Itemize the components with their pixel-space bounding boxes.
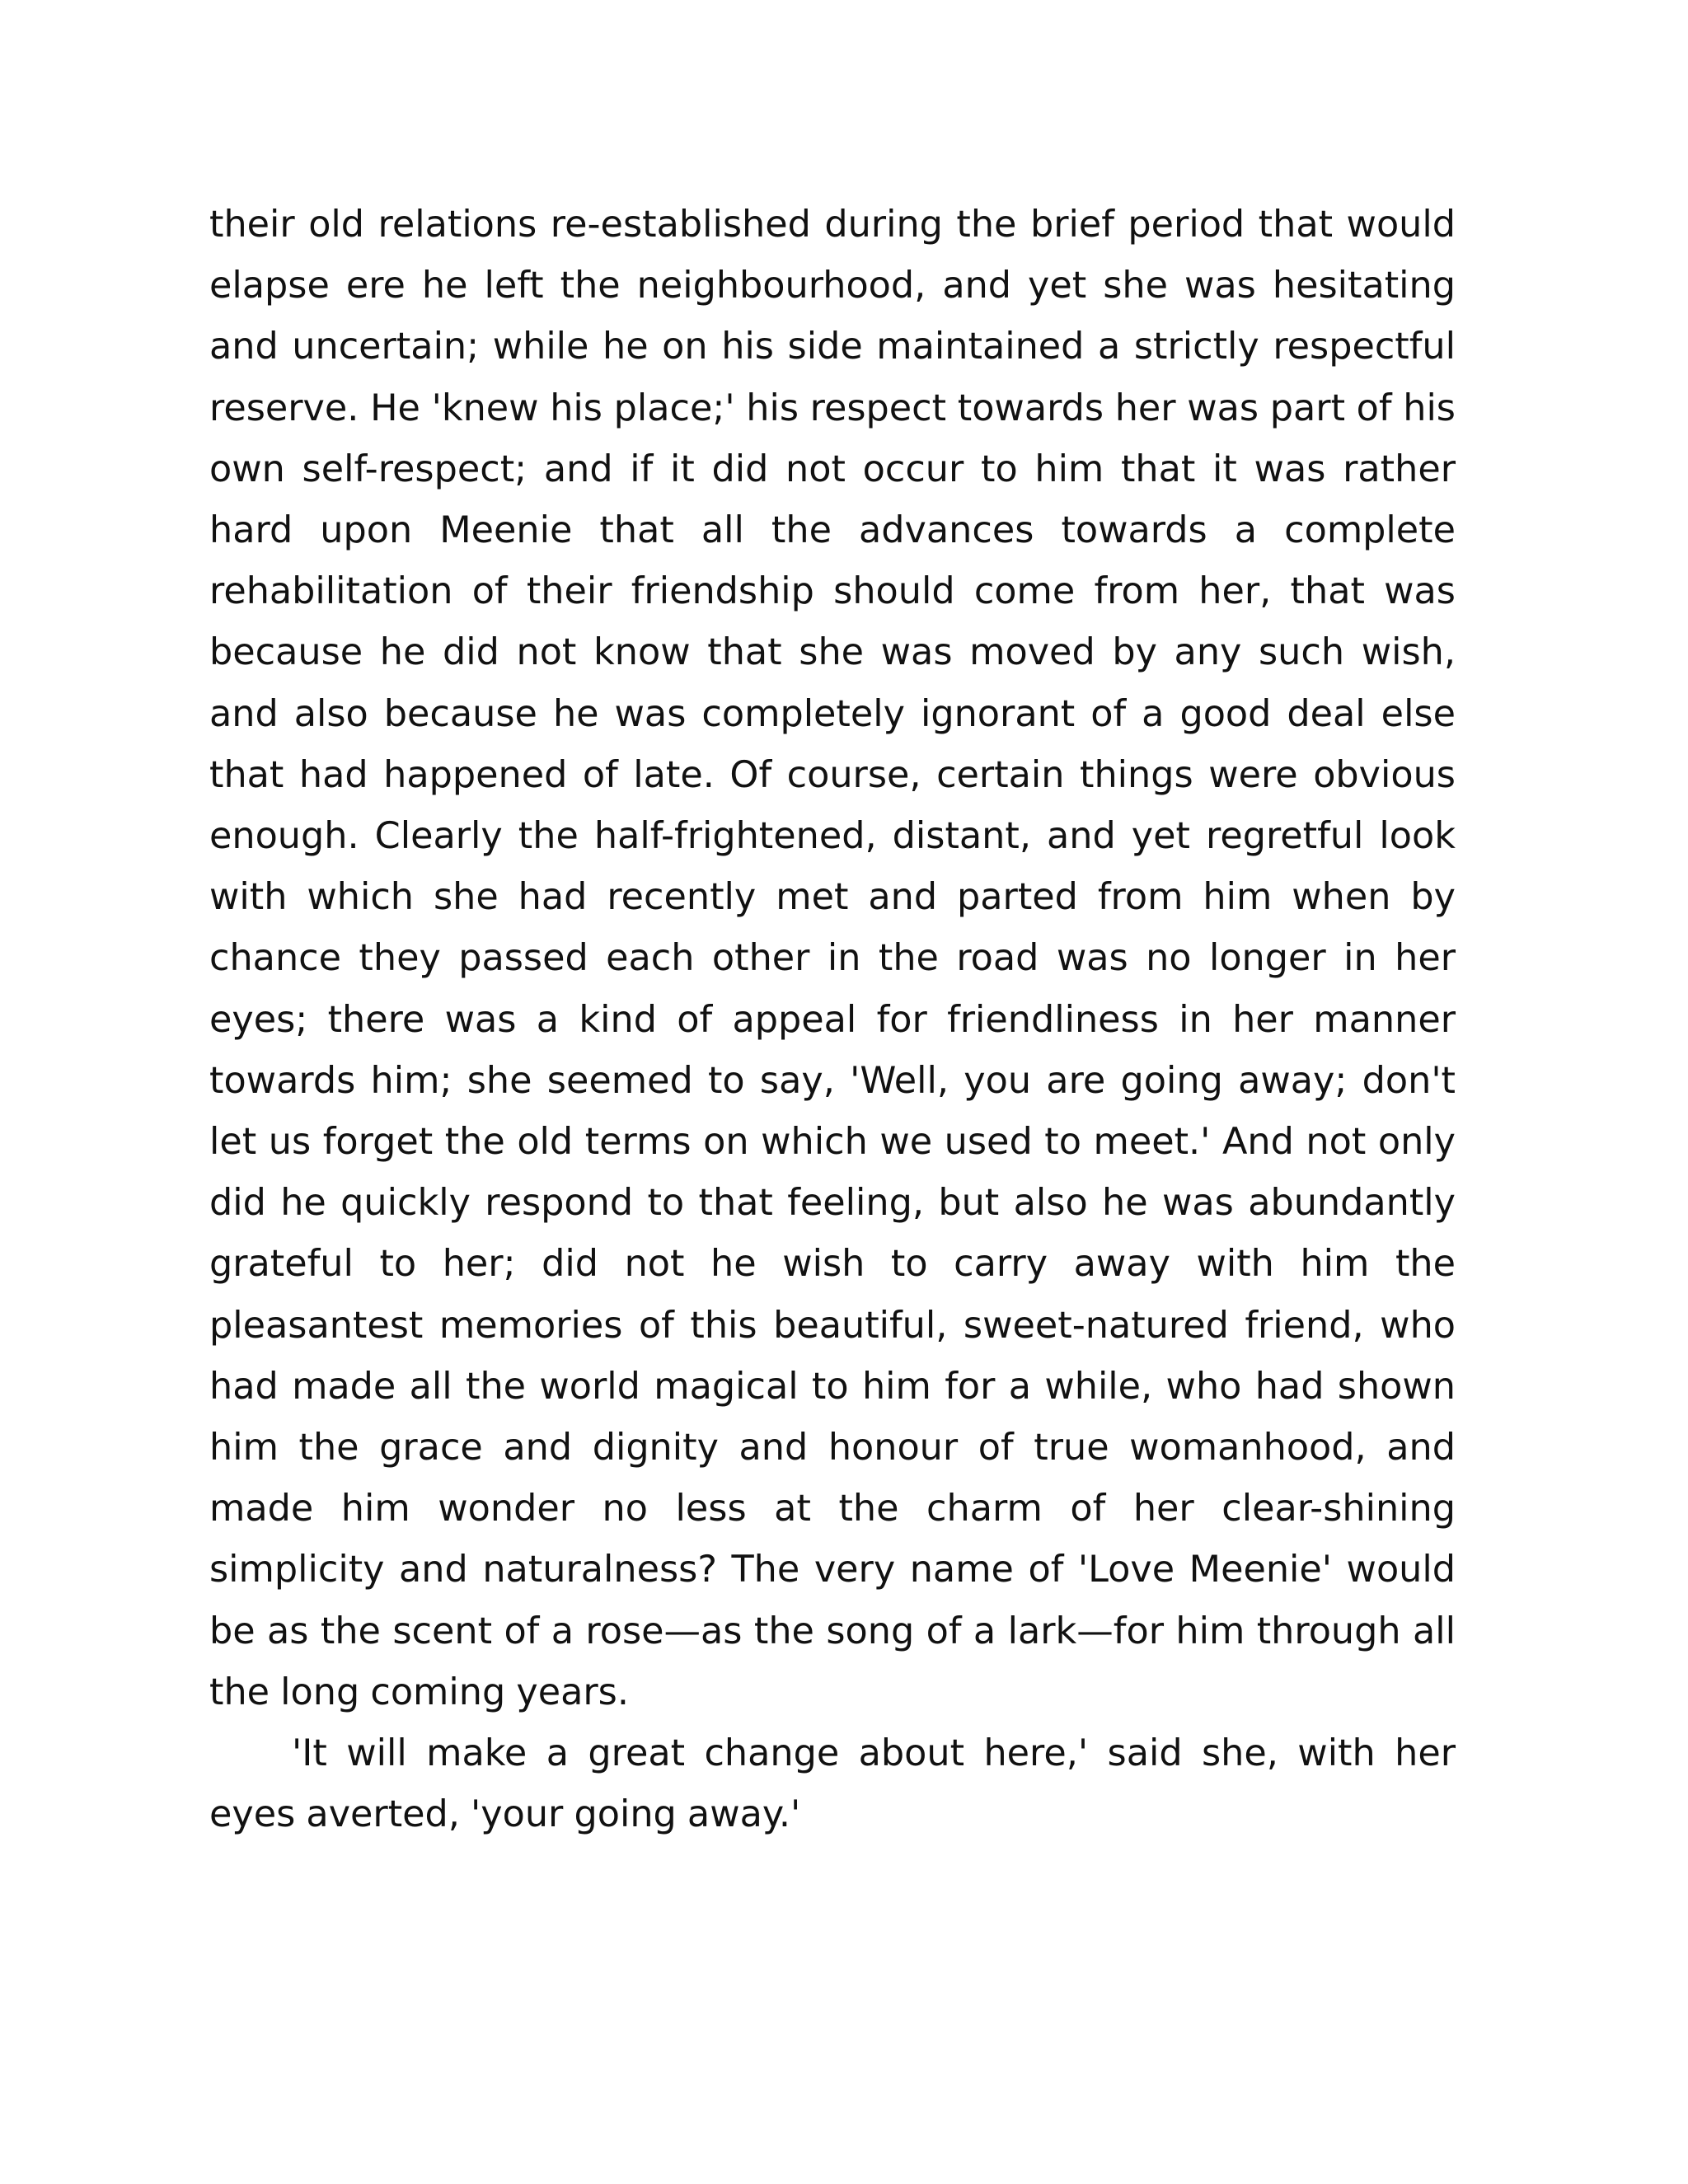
body-text [209, 194, 1456, 1845]
paragraph-1: their old relations re-established during the brief period that would elapse ere he left the neighbourhood, and yet she was hesitating and uncertain; while he on his side maintained a strictly respectful reserve. He 'knew his place;' his respect towards her was part of his own self-respect; and if it did not occur to him that it was rather hard upon Meenie that all the advances towards a complete rehabilitation of their friendship should come from her, that was because he did not know that she was moved by any such wish, and also because he was completely ignorant of a good deal else that had happened of late. Of course, certain things were obvious enough. Clearly the half-frightened, distant, and yet regretful look with which she had recently met and parted from him when by chance they passed each other in the road was no longer in her eyes; there was a kind of appeal for friendliness in her manner towards him; she seemed to say, 'Well, you are going away; don't let us forget the old terms on which we used to meet.' And not only did he quickly respond to that feeling, but also he was abundantly grateful to her; did not he wish to carry away with him the pleasantest memories of this beautiful, sweet-natured friend, who had made all the world magical to him for a while, who had shown him the grace and dignity and honour of true womanhood, and made him wonder no less at the charm of her clear-shining simplicity and naturalness? The very name of 'Love Meenie' would be as the scent of a rose—as the song of a lark—for him through all the long coming years. [209, 204, 1456, 1713]
paragraph-2: 'It will make a great change about here,' said she, with her eyes averted, 'your going away.' [209, 1732, 1456, 1836]
